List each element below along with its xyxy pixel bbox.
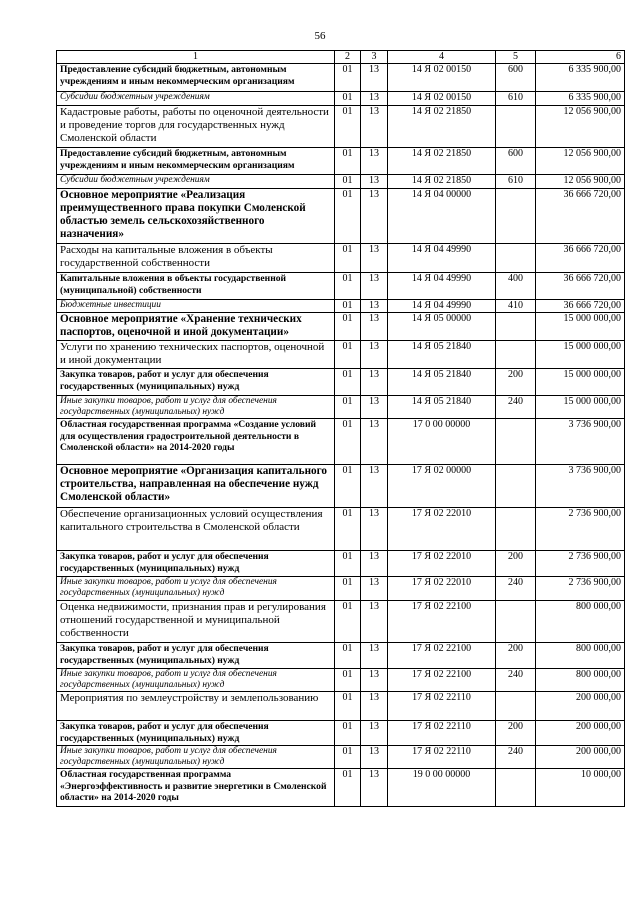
row-name-cell: Основное мероприятие «Хранение технических паспортов, оценочной и иной документации» — [57, 313, 335, 341]
row-section-cell: 01 — [335, 692, 361, 721]
table-row — [57, 769, 625, 807]
row-expense-type-cell — [496, 244, 536, 273]
row-section-cell: 01 — [335, 273, 361, 300]
row-target-code-cell: 17 Я 02 22100 — [388, 601, 496, 643]
row-name-cell: Мероприятия по землеустройству и землепользованию — [57, 692, 335, 721]
row-section-cell: 01 — [335, 175, 361, 189]
row-section-cell: 01 — [335, 643, 361, 669]
row-expense-type-cell: 240 — [496, 746, 536, 769]
table-row — [57, 508, 625, 551]
row-section-cell: 01 — [335, 721, 361, 746]
row-subsection-cell: 13 — [361, 692, 388, 721]
row-name-cell: Закупка товаров, работ и услуг для обеспечения государственных (муниципальных) нужд — [57, 551, 335, 577]
header-col-3: 3 — [361, 51, 388, 64]
row-expense-type-cell: 610 — [496, 175, 536, 189]
row-amount-cell: 3 736 900,00 — [536, 465, 625, 508]
table-row — [57, 465, 625, 508]
row-amount-cell: 15 000 000,00 — [536, 396, 625, 419]
row-amount-cell: 3 736 900,00 — [536, 419, 625, 465]
row-section-cell: 01 — [335, 669, 361, 692]
row-subsection-cell: 13 — [361, 577, 388, 601]
row-name-cell: Областная государственная программа «Энергоэффективность и развитие энергетики в Смоленской области» на 2014-2020 годы — [57, 769, 335, 807]
table-row — [57, 419, 625, 465]
row-subsection-cell: 13 — [361, 643, 388, 669]
row-subsection-cell: 13 — [361, 244, 388, 273]
row-section-cell: 01 — [335, 396, 361, 419]
row-subsection-cell: 13 — [361, 746, 388, 769]
row-subsection-cell: 13 — [361, 669, 388, 692]
row-amount-cell: 12 056 900,00 — [536, 175, 625, 189]
row-name-cell: Иные закупки товаров, работ и услуг для обеспечения государственных (муниципальных) нужд — [57, 669, 335, 692]
row-section-cell: 01 — [335, 601, 361, 643]
row-section-cell: 01 — [335, 369, 361, 396]
table-row — [57, 175, 625, 189]
row-target-code-cell: 14 Я 02 21850 — [388, 148, 496, 175]
row-name-cell: Основное мероприятие «Организация капитального строительства, направленная на обеспечение нужд Смоленской области» — [57, 465, 335, 508]
header-col-1: 1 — [57, 51, 335, 64]
row-name-cell: Предоставление субсидий бюджетным, автономным учреждениям и иным некоммерческим организациям — [57, 64, 335, 92]
table-row — [57, 341, 625, 369]
row-section-cell: 01 — [335, 313, 361, 341]
row-amount-cell: 200 000,00 — [536, 692, 625, 721]
row-name-cell: Закупка товаров, работ и услуг для обеспечения государственных (муниципальных) нужд — [57, 721, 335, 746]
row-target-code-cell: 14 Я 04 49990 — [388, 273, 496, 300]
row-amount-cell: 200 000,00 — [536, 746, 625, 769]
row-amount-cell: 12 056 900,00 — [536, 106, 625, 148]
row-target-code-cell: 14 Я 05 21840 — [388, 369, 496, 396]
row-target-code-cell: 14 Я 02 00150 — [388, 64, 496, 92]
table-row — [57, 92, 625, 106]
row-section-cell: 01 — [335, 244, 361, 273]
row-target-code-cell: 14 Я 04 49990 — [388, 244, 496, 273]
row-amount-cell: 10 000,00 — [536, 769, 625, 807]
row-section-cell: 01 — [335, 106, 361, 148]
row-target-code-cell: 14 Я 05 21840 — [388, 341, 496, 369]
row-target-code-cell: 14 Я 02 21850 — [388, 106, 496, 148]
row-subsection-cell: 13 — [361, 175, 388, 189]
row-amount-cell: 2 736 900,00 — [536, 508, 625, 551]
row-expense-type-cell: 200 — [496, 643, 536, 669]
row-expense-type-cell — [496, 508, 536, 551]
row-section-cell: 01 — [335, 341, 361, 369]
row-subsection-cell: 13 — [361, 769, 388, 807]
table-row — [57, 577, 625, 601]
row-section-cell: 01 — [335, 148, 361, 175]
row-expense-type-cell: 240 — [496, 396, 536, 419]
row-target-code-cell: 17 Я 02 22010 — [388, 508, 496, 551]
row-target-code-cell: 17 Я 02 22010 — [388, 551, 496, 577]
row-subsection-cell: 13 — [361, 396, 388, 419]
table-row — [57, 244, 625, 273]
table-row — [57, 64, 625, 92]
row-subsection-cell: 13 — [361, 369, 388, 396]
row-target-code-cell: 14 Я 04 00000 — [388, 189, 496, 244]
row-section-cell: 01 — [335, 769, 361, 807]
row-expense-type-cell — [496, 419, 536, 465]
row-target-code-cell: 14 Я 02 21850 — [388, 175, 496, 189]
row-amount-cell: 2 736 900,00 — [536, 551, 625, 577]
table-row — [57, 692, 625, 721]
row-target-code-cell: 17 Я 02 22010 — [388, 577, 496, 601]
row-subsection-cell: 13 — [361, 419, 388, 465]
row-expense-type-cell: 410 — [496, 300, 536, 313]
row-amount-cell: 200 000,00 — [536, 721, 625, 746]
row-expense-type-cell: 610 — [496, 92, 536, 106]
row-subsection-cell: 13 — [361, 273, 388, 300]
row-amount-cell: 2 736 900,00 — [536, 577, 625, 601]
budget-table — [56, 50, 625, 807]
table-row — [57, 273, 625, 300]
row-expense-type-cell — [496, 769, 536, 807]
row-expense-type-cell — [496, 106, 536, 148]
row-amount-cell: 36 666 720,00 — [536, 273, 625, 300]
row-target-code-cell: 14 Я 05 21840 — [388, 396, 496, 419]
row-section-cell: 01 — [335, 300, 361, 313]
row-amount-cell: 36 666 720,00 — [536, 244, 625, 273]
row-name-cell: Закупка товаров, работ и услуг для обеспечения государственных (муниципальных) нужд — [57, 643, 335, 669]
row-name-cell: Кадастровые работы, работы по оценочной деятельности и проведение торгов для государственных нужд Смоленской области — [57, 106, 335, 148]
row-target-code-cell: 14 Я 02 00150 — [388, 92, 496, 106]
row-subsection-cell: 13 — [361, 551, 388, 577]
row-expense-type-cell: 240 — [496, 577, 536, 601]
row-target-code-cell: 17 0 00 00000 — [388, 419, 496, 465]
row-subsection-cell: 13 — [361, 64, 388, 92]
row-target-code-cell: 17 Я 02 22100 — [388, 669, 496, 692]
row-expense-type-cell: 240 — [496, 669, 536, 692]
row-subsection-cell: 13 — [361, 189, 388, 244]
row-amount-cell: 800 000,00 — [536, 669, 625, 692]
row-amount-cell: 36 666 720,00 — [536, 300, 625, 313]
row-expense-type-cell: 200 — [496, 369, 536, 396]
row-name-cell: Расходы на капитальные вложения в объекты государственной собственности — [57, 244, 335, 273]
row-amount-cell: 15 000 000,00 — [536, 313, 625, 341]
header-col-2: 2 — [335, 51, 361, 64]
row-subsection-cell: 13 — [361, 601, 388, 643]
row-name-cell: Иные закупки товаров, работ и услуг для обеспечения государственных (муниципальных) нужд — [57, 396, 335, 419]
table-row — [57, 721, 625, 746]
row-expense-type-cell: 600 — [496, 148, 536, 175]
row-subsection-cell: 13 — [361, 106, 388, 148]
row-expense-type-cell: 200 — [496, 551, 536, 577]
row-section-cell: 01 — [335, 577, 361, 601]
row-expense-type-cell: 400 — [496, 273, 536, 300]
row-expense-type-cell — [496, 313, 536, 341]
row-subsection-cell: 13 — [361, 92, 388, 106]
row-name-cell: Бюджетные инвестиции — [57, 300, 335, 313]
row-subsection-cell: 13 — [361, 508, 388, 551]
row-target-code-cell: 17 Я 02 22100 — [388, 643, 496, 669]
table-row — [57, 643, 625, 669]
row-target-code-cell: 19 0 00 00000 — [388, 769, 496, 807]
row-name-cell: Закупка товаров, работ и услуг для обеспечения государственных (муниципальных) нужд — [57, 369, 335, 396]
row-subsection-cell: 13 — [361, 148, 388, 175]
row-amount-cell: 800 000,00 — [536, 601, 625, 643]
table-row — [57, 669, 625, 692]
row-name-cell: Иные закупки товаров, работ и услуг для обеспечения государственных (муниципальных) нужд — [57, 577, 335, 601]
row-section-cell: 01 — [335, 419, 361, 465]
row-subsection-cell: 13 — [361, 465, 388, 508]
row-section-cell: 01 — [335, 92, 361, 106]
row-section-cell: 01 — [335, 64, 361, 92]
row-name-cell: Оценка недвижимости, признания прав и регулирования отношений государственной и муниципальной собственности — [57, 601, 335, 643]
row-amount-cell: 12 056 900,00 — [536, 148, 625, 175]
row-name-cell: Иные закупки товаров, работ и услуг для обеспечения государственных (муниципальных) нужд — [57, 746, 335, 769]
row-name-cell: Субсидии бюджетным учреждениям — [57, 175, 335, 189]
row-target-code-cell: 17 Я 02 22110 — [388, 692, 496, 721]
row-expense-type-cell — [496, 465, 536, 508]
row-amount-cell: 15 000 000,00 — [536, 341, 625, 369]
table-header-row — [57, 51, 625, 64]
row-name-cell: Капитальные вложения в объекты государственной (муниципальной) собственности — [57, 273, 335, 300]
row-expense-type-cell: 600 — [496, 64, 536, 92]
row-section-cell: 01 — [335, 465, 361, 508]
page-number: 56 — [314, 30, 326, 42]
header-col-6: 6 — [536, 51, 625, 64]
header-col-4: 4 — [388, 51, 496, 64]
table-row — [57, 551, 625, 577]
row-subsection-cell: 13 — [361, 300, 388, 313]
row-section-cell: 01 — [335, 508, 361, 551]
table-row — [57, 300, 625, 313]
row-expense-type-cell — [496, 341, 536, 369]
row-target-code-cell: 17 Я 02 22110 — [388, 721, 496, 746]
row-subsection-cell: 13 — [361, 313, 388, 341]
table-row — [57, 601, 625, 643]
table-row — [57, 189, 625, 244]
table-row — [57, 746, 625, 769]
row-expense-type-cell — [496, 692, 536, 721]
row-target-code-cell: 17 Я 02 22110 — [388, 746, 496, 769]
row-expense-type-cell — [496, 601, 536, 643]
header-col-5: 5 — [496, 51, 536, 64]
table-row — [57, 106, 625, 148]
row-target-code-cell: 17 Я 02 00000 — [388, 465, 496, 508]
row-name-cell: Предоставление субсидий бюджетным, автономным учреждениям и иным некоммерческим организациям — [57, 148, 335, 175]
row-section-cell: 01 — [335, 746, 361, 769]
row-expense-type-cell — [496, 189, 536, 244]
table-row — [57, 313, 625, 341]
row-target-code-cell: 14 Я 05 00000 — [388, 313, 496, 341]
table-row — [57, 396, 625, 419]
row-expense-type-cell: 200 — [496, 721, 536, 746]
table-row — [57, 148, 625, 175]
row-amount-cell: 15 000 000,00 — [536, 369, 625, 396]
table-row — [57, 369, 625, 396]
row-name-cell: Обеспечение организационных условий осуществления капитального строительства в Смоленской области — [57, 508, 335, 551]
row-name-cell: Областная государственная программа «Создание условий для осуществления градостроительной деятельности в Смоленской области» на 2014-2020 годы — [57, 419, 335, 465]
row-section-cell: 01 — [335, 551, 361, 577]
row-name-cell: Субсидии бюджетным учреждениям — [57, 92, 335, 106]
row-amount-cell: 6 335 900,00 — [536, 92, 625, 106]
row-amount-cell: 6 335 900,00 — [536, 64, 625, 92]
row-amount-cell: 800 000,00 — [536, 643, 625, 669]
row-subsection-cell: 13 — [361, 341, 388, 369]
row-target-code-cell: 14 Я 04 49990 — [388, 300, 496, 313]
row-amount-cell: 36 666 720,00 — [536, 189, 625, 244]
row-name-cell: Услуги по хранению технических паспортов, оценочной и иной документации — [57, 341, 335, 369]
row-name-cell: Основное мероприятие «Реализация преимущественного права покупки Смоленской областью земель сельскохозяйственного назначения» — [57, 189, 335, 244]
row-section-cell: 01 — [335, 189, 361, 244]
row-subsection-cell: 13 — [361, 721, 388, 746]
